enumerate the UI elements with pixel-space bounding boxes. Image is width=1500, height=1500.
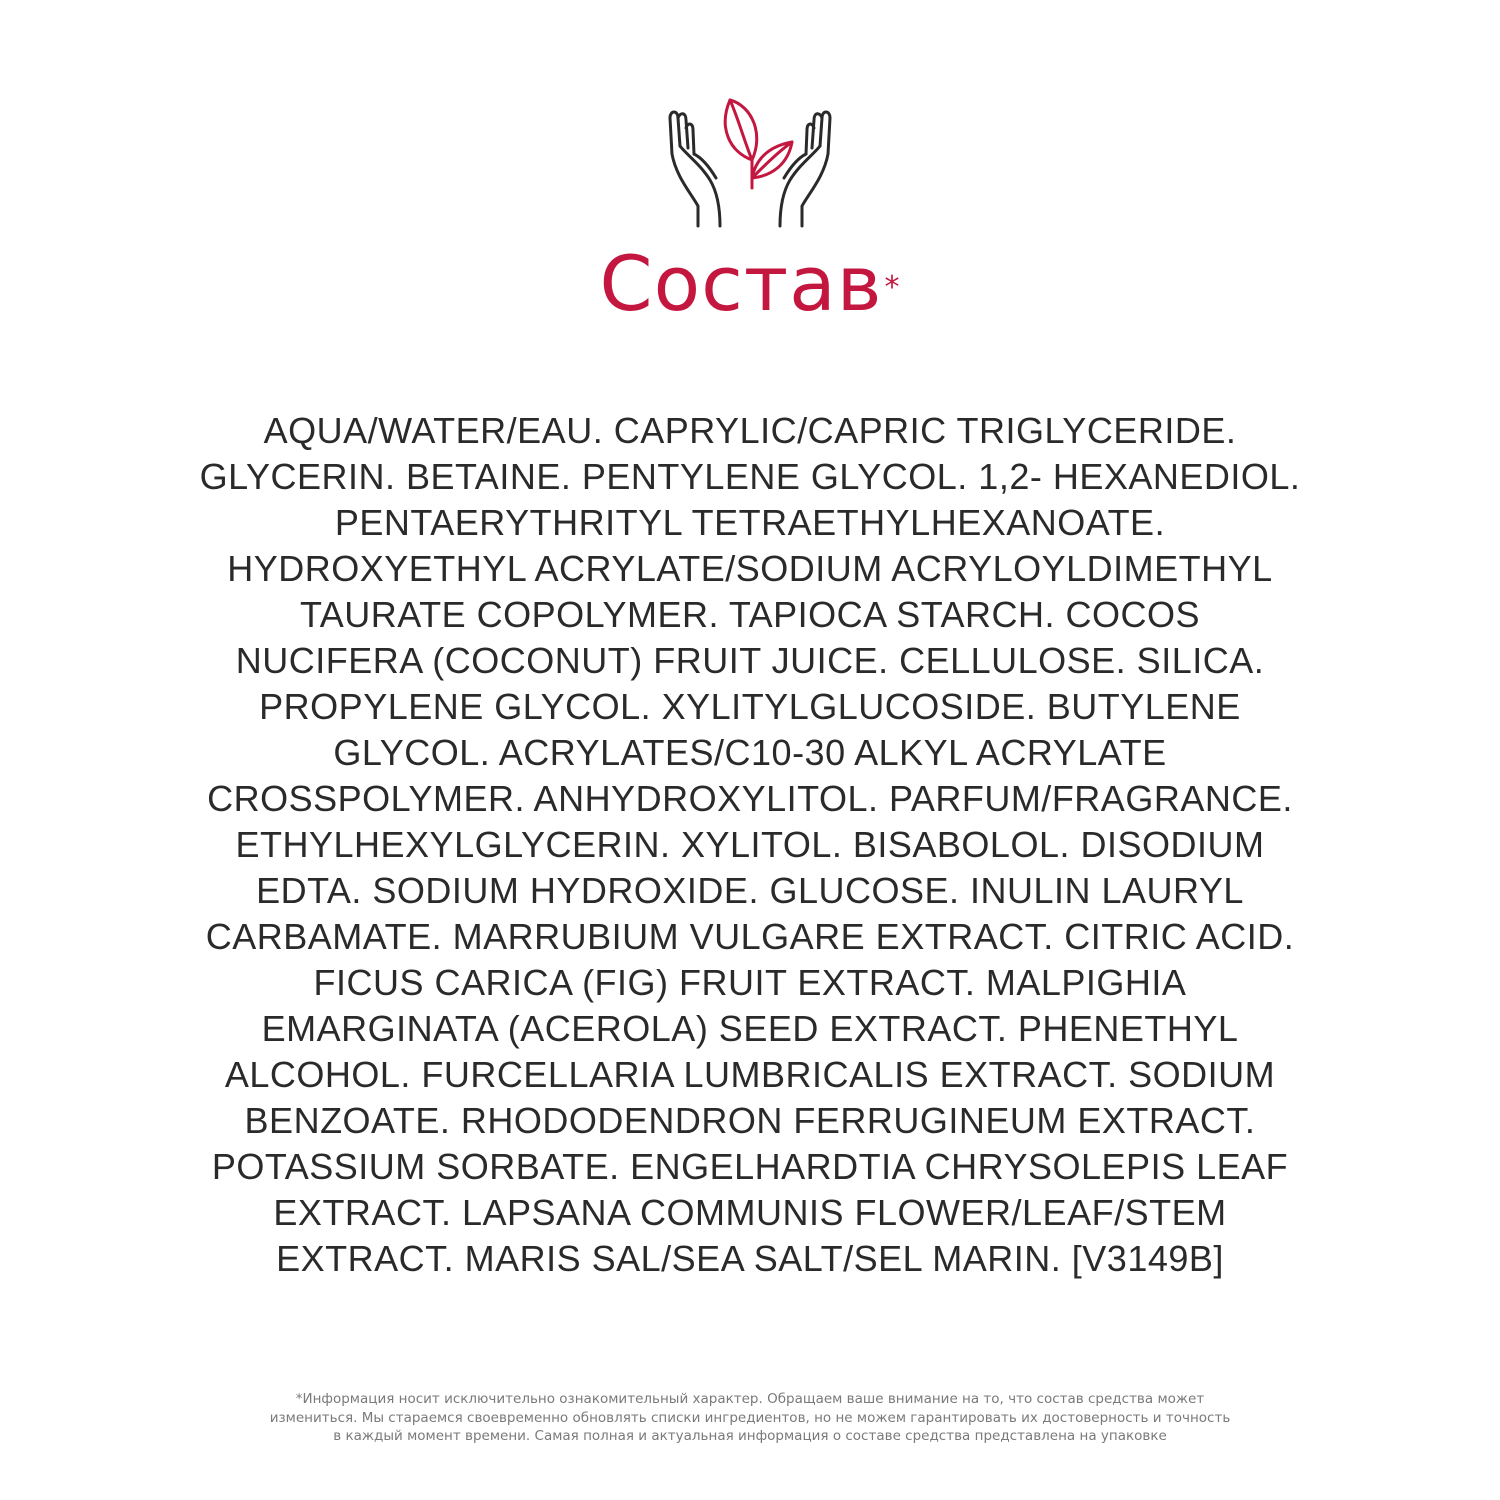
ingredients-line: EXTRACT. MARIS SAL/SEA SALT/SEL MARIN. [V3149B] [276, 1238, 1224, 1279]
ingredients-line: ALCOHOL. FURCELLARIA LUMBRICALIS EXTRACT. SODIUM [224, 1054, 1276, 1095]
footnote-line: в каждый момент времени. Самая полная и актуальная информация о составе средства представлена на упаковке [333, 1428, 1167, 1444]
ingredients-line: TAURATE COPOLYMER. TAPIOCA STARCH. COCOS [299, 594, 1201, 635]
ingredients-line: PENTAERYTHRITYL TETRAETHYLHEXANOATE. [334, 502, 1166, 543]
ingredients-line: EXTRACT. LAPSANA COMMUNIS FLOWER/LEAF/STEM [273, 1192, 1227, 1233]
ingredients-line: CROSSPOLYMER. ANHYDROXYLITOL. PARFUM/FRAGRANCE. [207, 778, 1293, 819]
ingredients-line: GLYCERIN. BETAINE. PENTYLENE GLYCOL. 1,2- HEXANEDIOL. [199, 456, 1301, 497]
hands-holding-sprout-icon [660, 88, 840, 228]
disclaimer-footnote [150, 1390, 1350, 1446]
page-title [0, 236, 1500, 332]
title-footnote-mark: * [884, 270, 901, 305]
ingredients-line: CARBAMATE. MARRUBIUM VULGARE EXTRACT. CITRIC ACID. [205, 916, 1295, 957]
ingredients-line: PROPYLENE GLYCOL. XYLITYLGLUCOSIDE. BUTYLENE [259, 686, 1241, 727]
title-text: Состав [599, 239, 883, 328]
ingredients-line: GLYCOL. ACRYLATES/C10-30 ALKYL ACRYLATE [333, 732, 1167, 773]
ingredients-line: EDTA. SODIUM HYDROXIDE. GLUCOSE. INULIN LAURYL [256, 870, 1244, 911]
ingredients-line: BENZOATE. RHODODENDRON FERRUGINEUM EXTRACT. [244, 1100, 1256, 1141]
ingredients-line: FICUS CARICA (FIG) FRUIT EXTRACT. MALPIGHIA [313, 962, 1187, 1003]
ingredients-line: NUCIFERA (COCONUT) FRUIT JUICE. CELLULOSE. SILICA. [235, 640, 1265, 681]
ingredients-line: EMARGINATA (ACEROLA) SEED EXTRACT. PHENETHYL [261, 1008, 1239, 1049]
ingredients-line: ETHYLHEXYLGLYCERIN. XYLITOL. BISABOLOL. DISODIUM [235, 824, 1265, 865]
ingredients-line: HYDROXYETHYL ACRYLATE/SODIUM ACRYLOYLDIMETHYL [227, 548, 1273, 589]
footnote-line: измениться. Мы стараемся своевременно обновлять списки ингредиентов, но не можем гарантировать их достоверность и точность [269, 1409, 1231, 1426]
ingredients-list [120, 408, 1380, 1282]
ingredients-line: POTASSIUM SORBATE. ENGELHARDTIA CHRYSOLEPIS LEAF [211, 1146, 1289, 1187]
ingredients-line: AQUA/WATER/EAU. CAPRYLIC/CAPRIC TRIGLYCERIDE. [263, 410, 1237, 451]
footnote-line: *Информация носит исключительно ознакомительный характер. Обращаем ваше внимание на то, что состав средства может [295, 1391, 1205, 1407]
